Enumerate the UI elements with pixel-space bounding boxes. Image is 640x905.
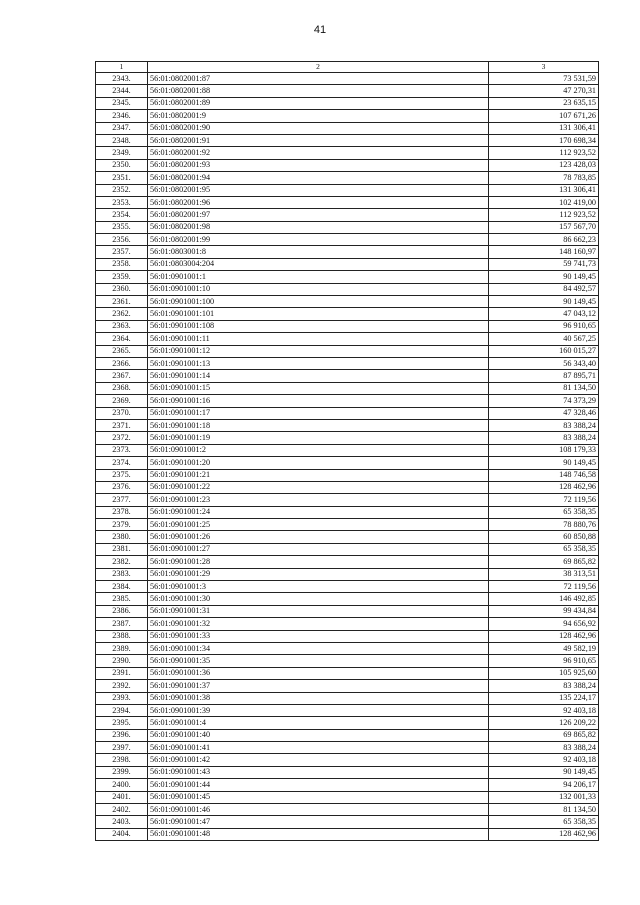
row-number: 2386.: [96, 605, 148, 617]
cadastral-number: 56:01:0802001:92: [148, 147, 489, 159]
row-number: 2390.: [96, 655, 148, 667]
row-number: 2394.: [96, 704, 148, 716]
row-number: 2383.: [96, 568, 148, 580]
row-number: 2362.: [96, 308, 148, 320]
cadastral-value: 65 358,35: [489, 543, 599, 555]
cadastral-value: 86 662,23: [489, 234, 599, 246]
row-number: 2385.: [96, 593, 148, 605]
cadastral-value: 83 388,24: [489, 419, 599, 431]
cadastral-value: 65 358,35: [489, 816, 599, 828]
cadastral-value: 60 850,88: [489, 531, 599, 543]
row-number: 2348.: [96, 134, 148, 146]
row-number: 2377.: [96, 494, 148, 506]
table-row: [96, 271, 599, 283]
table-row: [96, 432, 599, 444]
cadastral-number: 56:01:0901001:10: [148, 283, 489, 295]
table-row: [96, 419, 599, 431]
row-number: 2373.: [96, 444, 148, 456]
table-row: [96, 159, 599, 171]
table-row: [96, 506, 599, 518]
cadastral-value: 65 358,35: [489, 506, 599, 518]
table-row: [96, 246, 599, 258]
cadastral-value: 69 865,82: [489, 556, 599, 568]
row-number: 2365.: [96, 345, 148, 357]
row-number: 2391.: [96, 667, 148, 679]
cadastral-number: 56:01:0901001:40: [148, 729, 489, 741]
cadastral-number: 56:01:0901001:47: [148, 816, 489, 828]
cadastral-value: 90 149,45: [489, 457, 599, 469]
row-number: 2350.: [96, 159, 148, 171]
cadastral-number: 56:01:0901001:18: [148, 419, 489, 431]
cadastral-value: 92 403,18: [489, 704, 599, 716]
cadastral-number: 56:01:0901001:24: [148, 506, 489, 518]
row-number: 2356.: [96, 234, 148, 246]
table-row: [96, 605, 599, 617]
row-number: 2367.: [96, 370, 148, 382]
cadastral-value: 78 783,85: [489, 172, 599, 184]
cadastral-number: 56:01:0802001:9: [148, 110, 489, 122]
cadastral-value: 23 635,15: [489, 97, 599, 109]
cadastral-number: 56:01:0901001:12: [148, 345, 489, 357]
table-row: [96, 766, 599, 778]
row-number: 2382.: [96, 556, 148, 568]
cadastral-number: 56:01:0802001:88: [148, 85, 489, 97]
table-row: [96, 333, 599, 345]
cadastral-number: 56:01:0901001:31: [148, 605, 489, 617]
row-number: 2398.: [96, 754, 148, 766]
row-number: 2355.: [96, 221, 148, 233]
row-number: 2388.: [96, 630, 148, 642]
table-row: [96, 320, 599, 332]
cadastral-value: 128 462,96: [489, 630, 599, 642]
cadastral-number: 56:01:0802001:98: [148, 221, 489, 233]
cadastral-number: 56:01:0803001:8: [148, 246, 489, 258]
cadastral-value: 47 270,31: [489, 85, 599, 97]
cadastral-value: 112 923,52: [489, 147, 599, 159]
table-row: [96, 382, 599, 394]
cadastral-value: 92 403,18: [489, 754, 599, 766]
table-body: [96, 73, 599, 841]
table-row: [96, 692, 599, 704]
table-row: [96, 779, 599, 791]
cadastral-number: 56:01:0901001:25: [148, 519, 489, 531]
cadastral-number: 56:01:0901001:45: [148, 791, 489, 803]
table-row: [96, 345, 599, 357]
row-number: 2354.: [96, 209, 148, 221]
cadastral-value: 94 656,92: [489, 618, 599, 630]
cadastral-value: 148 746,58: [489, 469, 599, 481]
cadastral-number: 56:01:0901001:108: [148, 320, 489, 332]
cadastral-value: 132 001,33: [489, 791, 599, 803]
row-number: 2368.: [96, 382, 148, 394]
cadastral-number: 56:01:0901001:21: [148, 469, 489, 481]
row-number: 2387.: [96, 618, 148, 630]
table-row: [96, 444, 599, 456]
row-number: 2402.: [96, 804, 148, 816]
cadastral-value: 123 428,03: [489, 159, 599, 171]
cadastral-value: 102 419,00: [489, 196, 599, 208]
cadastral-number: 56:01:0901001:33: [148, 630, 489, 642]
cadastral-number: 56:01:0901001:44: [148, 779, 489, 791]
table-row: [96, 122, 599, 134]
row-number: 2363.: [96, 320, 148, 332]
cadastral-number: 56:01:0802001:97: [148, 209, 489, 221]
row-number: 2346.: [96, 110, 148, 122]
table-row: [96, 110, 599, 122]
row-number: 2403.: [96, 816, 148, 828]
cadastral-value: 126 209,22: [489, 717, 599, 729]
cadastral-value: 74 373,29: [489, 395, 599, 407]
cadastral-number: 56:01:0901001:46: [148, 804, 489, 816]
cadastral-number: 56:01:0901001:2: [148, 444, 489, 456]
column-header-number: 1: [96, 62, 148, 73]
table-row: [96, 804, 599, 816]
table-row: [96, 469, 599, 481]
cadastral-value: 90 149,45: [489, 296, 599, 308]
cadastral-number: 56:01:0901001:32: [148, 618, 489, 630]
cadastral-number: 56:01:0901001:41: [148, 742, 489, 754]
cadastral-number: 56:01:0802001:91: [148, 134, 489, 146]
page-number: 41: [313, 24, 327, 36]
table-row: [96, 221, 599, 233]
cadastral-number: 56:01:0901001:16: [148, 395, 489, 407]
row-number: 2351.: [96, 172, 148, 184]
row-number: 2393.: [96, 692, 148, 704]
cadastral-number: 56:01:0901001:22: [148, 481, 489, 493]
table-row: [96, 85, 599, 97]
table-row: [96, 184, 599, 196]
cadastral-value: 72 119,56: [489, 494, 599, 506]
cadastral-number: 56:01:0901001:42: [148, 754, 489, 766]
cadastral-value: 78 880,76: [489, 519, 599, 531]
cadastral-number: 56:01:0901001:38: [148, 692, 489, 704]
cadastral-value: 128 462,96: [489, 828, 599, 840]
table-row: [96, 134, 599, 146]
table-row: [96, 742, 599, 754]
cadastral-number: 56:01:0901001:100: [148, 296, 489, 308]
table-row: [96, 308, 599, 320]
table-row: [96, 655, 599, 667]
table-row: [96, 618, 599, 630]
table-row: [96, 531, 599, 543]
table-row: [96, 209, 599, 221]
cadastral-number: 56:01:0802001:95: [148, 184, 489, 196]
cadastral-number: 56:01:0901001:4: [148, 717, 489, 729]
cadastral-number: 56:01:0901001:34: [148, 642, 489, 654]
cadastral-value: 160 015,27: [489, 345, 599, 357]
table-row: [96, 172, 599, 184]
cadastral-number: 56:01:0901001:20: [148, 457, 489, 469]
cadastral-value: 131 306,41: [489, 184, 599, 196]
table-row: [96, 283, 599, 295]
table-row: [96, 543, 599, 555]
cadastral-value: 96 910,65: [489, 655, 599, 667]
row-number: 2371.: [96, 419, 148, 431]
cadastral-number: 56:01:0901001:26: [148, 531, 489, 543]
table-row: [96, 667, 599, 679]
cadastral-value: 49 582,19: [489, 642, 599, 654]
table-row: [96, 407, 599, 419]
table-row: [96, 816, 599, 828]
table-row: [96, 519, 599, 531]
cadastral-value: 131 306,41: [489, 122, 599, 134]
cadastral-number: 56:01:0802001:89: [148, 97, 489, 109]
cadastral-value: 73 531,59: [489, 73, 599, 85]
cadastral-number: 56:01:0901001:36: [148, 667, 489, 679]
cadastral-value: 90 149,45: [489, 766, 599, 778]
cadastral-number: 56:01:0901001:14: [148, 370, 489, 382]
table-row: [96, 97, 599, 109]
table-row: [96, 357, 599, 369]
row-number: 2381.: [96, 543, 148, 555]
cadastral-value: 148 160,97: [489, 246, 599, 258]
cadastral-number: 56:01:0901001:23: [148, 494, 489, 506]
table-row: [96, 680, 599, 692]
row-number: 2360.: [96, 283, 148, 295]
table-row: [96, 704, 599, 716]
column-header-value: 3: [489, 62, 599, 73]
cadastral-value: 96 910,65: [489, 320, 599, 332]
row-number: 2372.: [96, 432, 148, 444]
cadastral-number: 56:01:0901001:39: [148, 704, 489, 716]
row-number: 2361.: [96, 296, 148, 308]
table-row: [96, 258, 599, 270]
cadastral-value: 40 567,25: [489, 333, 599, 345]
cadastral-number: 56:01:0901001:1: [148, 271, 489, 283]
cadastral-number: 56:01:0802001:90: [148, 122, 489, 134]
cadastral-number: 56:01:0901001:43: [148, 766, 489, 778]
row-number: 2369.: [96, 395, 148, 407]
cadastral-number: 56:01:0901001:37: [148, 680, 489, 692]
table-row: [96, 234, 599, 246]
table-row: [96, 196, 599, 208]
row-number: 2378.: [96, 506, 148, 518]
row-number: 2389.: [96, 642, 148, 654]
cadastral-number: 56:01:0802001:99: [148, 234, 489, 246]
cadastral-value: 38 313,51: [489, 568, 599, 580]
row-number: 2366.: [96, 357, 148, 369]
row-number: 2396.: [96, 729, 148, 741]
cadastral-value: 170 698,34: [489, 134, 599, 146]
cadastral-value: 94 206,17: [489, 779, 599, 791]
cadastral-number: 56:01:0901001:29: [148, 568, 489, 580]
row-number: 2375.: [96, 469, 148, 481]
table-row: [96, 828, 599, 840]
table-row: [96, 395, 599, 407]
cadastral-value-table: [95, 61, 599, 841]
cadastral-value: 69 865,82: [489, 729, 599, 741]
cadastral-number: 56:01:0901001:3: [148, 581, 489, 593]
table-row: [96, 370, 599, 382]
table-row: [96, 791, 599, 803]
table-row: [96, 630, 599, 642]
cadastral-number: 56:01:0802001:93: [148, 159, 489, 171]
cadastral-number: 56:01:0901001:15: [148, 382, 489, 394]
row-number: 2384.: [96, 581, 148, 593]
row-number: 2357.: [96, 246, 148, 258]
row-number: 2374.: [96, 457, 148, 469]
cadastral-value: 107 671,26: [489, 110, 599, 122]
row-number: 2344.: [96, 85, 148, 97]
row-number: 2379.: [96, 519, 148, 531]
cadastral-number: 56:01:0901001:13: [148, 357, 489, 369]
table-row: [96, 73, 599, 85]
cadastral-value: 83 388,24: [489, 680, 599, 692]
row-number: 2358.: [96, 258, 148, 270]
cadastral-value: 84 492,57: [489, 283, 599, 295]
row-number: 2380.: [96, 531, 148, 543]
cadastral-value: 128 462,96: [489, 481, 599, 493]
cadastral-value: 83 388,24: [489, 432, 599, 444]
cadastral-value: 146 492,85: [489, 593, 599, 605]
cadastral-value: 47 328,46: [489, 407, 599, 419]
cadastral-value: 47 043,12: [489, 308, 599, 320]
row-number: 2352.: [96, 184, 148, 196]
row-number: 2364.: [96, 333, 148, 345]
table-row: [96, 556, 599, 568]
cadastral-value: 87 895,71: [489, 370, 599, 382]
table-header-row: [96, 62, 599, 73]
row-number: 2345.: [96, 97, 148, 109]
row-number: 2401.: [96, 791, 148, 803]
table-row: [96, 754, 599, 766]
row-number: 2392.: [96, 680, 148, 692]
row-number: 2353.: [96, 196, 148, 208]
cadastral-value: 108 179,33: [489, 444, 599, 456]
row-number: 2343.: [96, 73, 148, 85]
table-row: [96, 296, 599, 308]
cadastral-value: 72 119,56: [489, 581, 599, 593]
table-row: [96, 494, 599, 506]
table-row: [96, 729, 599, 741]
cadastral-value: 81 134,50: [489, 804, 599, 816]
cadastral-number: 56:01:0901001:35: [148, 655, 489, 667]
cadastral-number: 56:01:0901001:19: [148, 432, 489, 444]
cadastral-number: 56:01:0901001:30: [148, 593, 489, 605]
cadastral-number: 56:01:0802001:94: [148, 172, 489, 184]
row-number: 2400.: [96, 779, 148, 791]
row-number: 2376.: [96, 481, 148, 493]
table-row: [96, 581, 599, 593]
cadastral-value: 112 923,52: [489, 209, 599, 221]
cadastral-value: 135 224,17: [489, 692, 599, 704]
cadastral-number: 56:01:0901001:28: [148, 556, 489, 568]
cadastral-value: 83 388,24: [489, 742, 599, 754]
row-number: 2395.: [96, 717, 148, 729]
row-number: 2349.: [96, 147, 148, 159]
row-number: 2399.: [96, 766, 148, 778]
row-number: 2359.: [96, 271, 148, 283]
cadastral-value: 90 149,45: [489, 271, 599, 283]
cadastral-number: 56:01:0901001:48: [148, 828, 489, 840]
row-number: 2397.: [96, 742, 148, 754]
table-row: [96, 481, 599, 493]
cadastral-number: 56:01:0802001:96: [148, 196, 489, 208]
cadastral-value: 105 925,60: [489, 667, 599, 679]
cadastral-number: 56:01:0901001:27: [148, 543, 489, 555]
column-header-cadastral-number: 2: [148, 62, 489, 73]
cadastral-number: 56:01:0901001:101: [148, 308, 489, 320]
table-row: [96, 457, 599, 469]
row-number: 2370.: [96, 407, 148, 419]
cadastral-value: 59 741,73: [489, 258, 599, 270]
table-row: [96, 568, 599, 580]
cadastral-number: 56:01:0802001:87: [148, 73, 489, 85]
table-row: [96, 593, 599, 605]
row-number: 2347.: [96, 122, 148, 134]
cadastral-value: 157 567,70: [489, 221, 599, 233]
cadastral-number: 56:01:0901001:17: [148, 407, 489, 419]
row-number: 2404.: [96, 828, 148, 840]
cadastral-value: 56 343,40: [489, 357, 599, 369]
cadastral-number: 56:01:0901001:11: [148, 333, 489, 345]
table-row: [96, 642, 599, 654]
table-row: [96, 717, 599, 729]
cadastral-number: 56:01:0803004:204: [148, 258, 489, 270]
table-row: [96, 147, 599, 159]
cadastral-value: 99 434,84: [489, 605, 599, 617]
cadastral-value: 81 134,50: [489, 382, 599, 394]
